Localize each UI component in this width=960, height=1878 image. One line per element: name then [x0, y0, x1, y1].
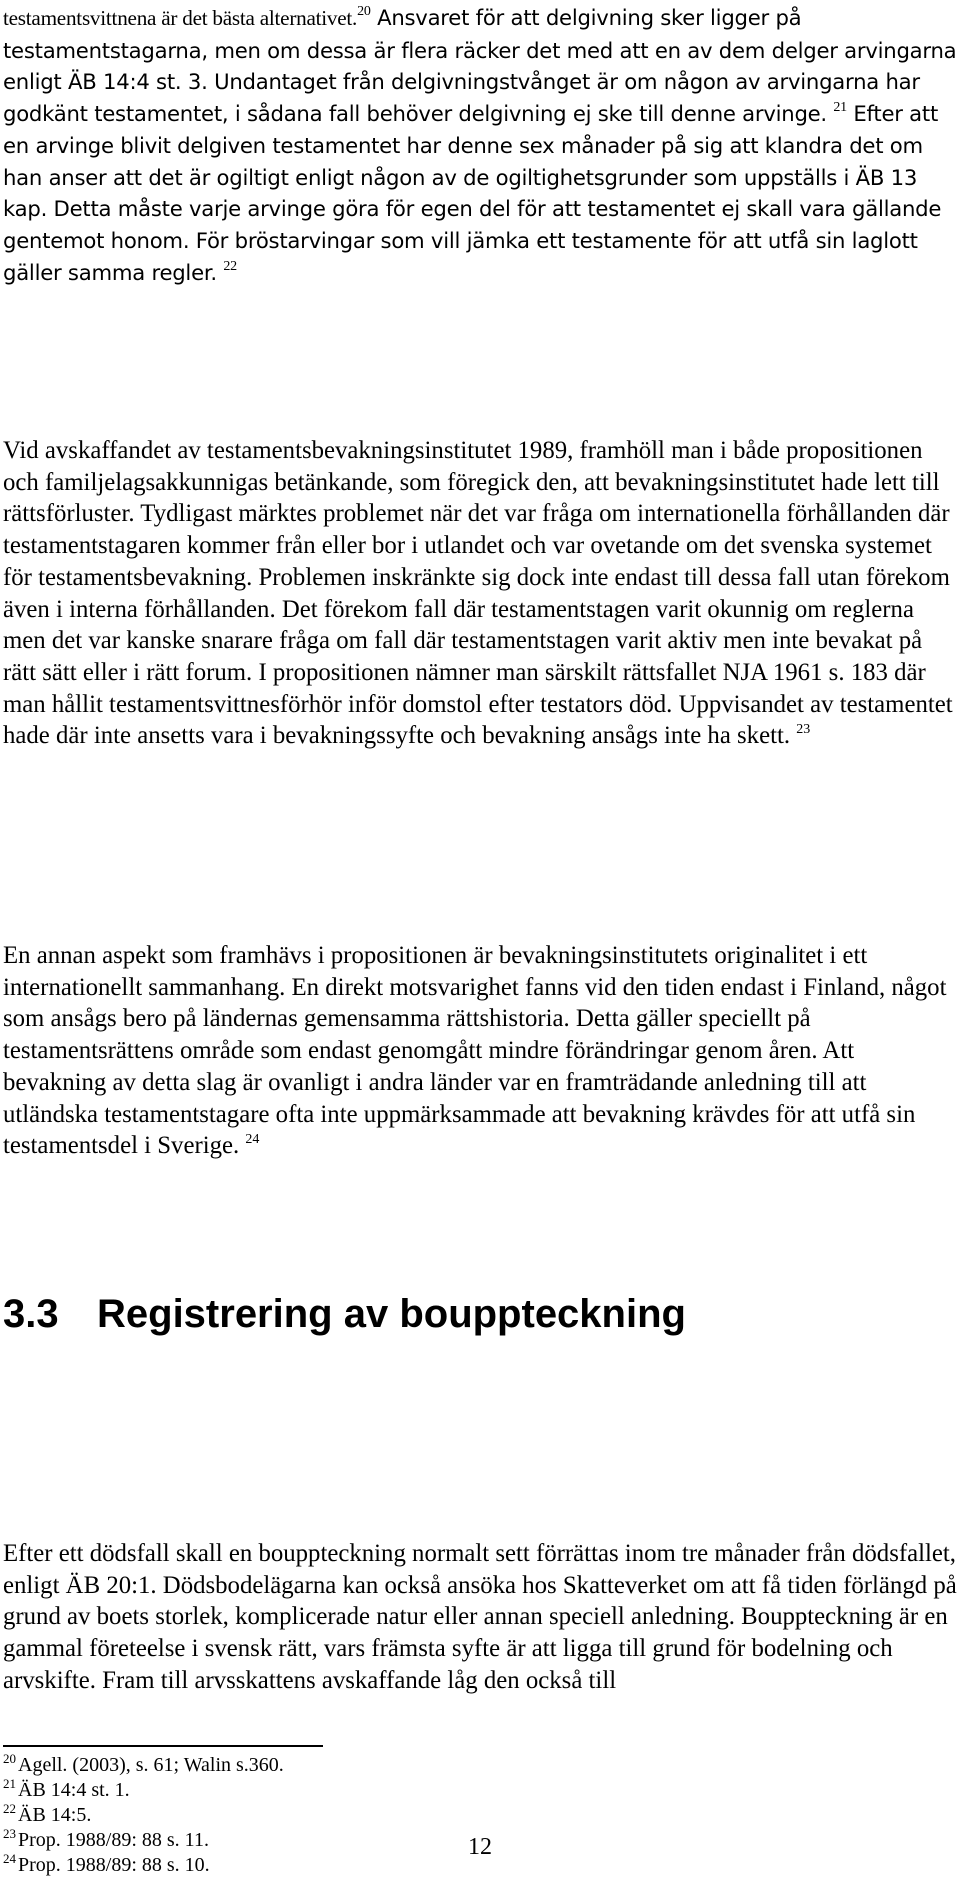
page-number: 12 [468, 1834, 492, 1860]
footnote-text: ÄB 14:4 st. 1. [18, 1779, 130, 1801]
footnote-ref-24[interactable]: 24 [245, 1132, 260, 1148]
paragraph-bouppteckning [3, 1538, 959, 1697]
footnote-text: Prop. 1988/89: 88 s. 11. [18, 1829, 209, 1851]
footnote-number: 20 [3, 1751, 16, 1766]
footnote-text: Agell. (2003), s. 61; Walin s.360. [18, 1754, 284, 1776]
paragraph-text: testamentsvittnena är det bästa alternativet. [3, 6, 358, 30]
footnote-divider [3, 1745, 323, 1747]
footnote-number: 22 [3, 1801, 16, 1816]
paragraph-originalitet [3, 940, 959, 1162]
paragraph-text: En annan aspekt som framhävs i propositionen är bevakningsinstitutets originalitet i ett internationellt sammanhang. En direkt motsvarighet fanns vid den tiden endast i Finland, något som ansågs bero på ländernas gemensamma rättshistoria. Detta gäller speciellt på testamentsrättens område som endast genomgått mindre förändringar genom åren. Att bevakning av detta slag är ovanligt i andra länder var en framträdande anledning till att utländska testamentstagare ofta inte uppmärksammade att bevakning krävdes för att utfå sin testamentsdel i Sverige. [3, 942, 947, 1160]
paragraph-delgivning [3, 2, 959, 288]
footnote-text: Prop. 1988/89: 88 s. 10. [18, 1854, 210, 1876]
footnote-ref-20[interactable]: 20 [357, 4, 371, 19]
footnote-ref-22[interactable]: 22 [223, 258, 237, 274]
paragraph-text: Ansvaret för att delgivning sker ligger på testamentstagarna, men om dessa är flera räcker det med att en av dem delger arvingarna enligt ÄB 14:4 st. 3. Undantaget från delgivningstvånget är om någon av arvingarna har godkänt testamentet, i sådana fall behöver delgivning ej ske till denne arvinge. [3, 5, 957, 127]
footnote-number: 23 [3, 1826, 16, 1841]
paragraph-text: Efter ett dödsfall skall en bouppteckning normalt sett förrättas inom tre månader från dödsfallet, enligt ÄB 20:1. Dödsbodelägarna kan också ansöka hos Skatteverket om att få tiden förlängd på grund av boets storlek, komplicerade natur eller annan speciell anledning. Bouppteckning är en gammal företeelse i svensk rätt, vars främsta syfte är att ligga till grund för bodelning och arvskifte. Fram till arvsskattens avskaffande låg den också till [3, 1540, 957, 1694]
section-title: Registrering av bouppteckning [97, 1292, 686, 1336]
section-heading [3, 1290, 686, 1338]
paragraph-text: Efter att en arvinge blivit delgiven testamentet har denne sex månader på sig att klandra det om han anser att det är ogiltigt enligt någon av de ogiltighetsgrunder som uppställs i ÄB 13 kap. Detta måste varje arvinge göra för egen del för att testamentet ej skall vara gällande gentemot honom. För bröstarvingar som vill jämka ett testamente för att utfå sin laglott gäller samma regler. [3, 101, 942, 285]
paragraph-avskaffandet [3, 435, 959, 752]
section-number: 3.3 [3, 1292, 59, 1336]
paragraph-text: Vid avskaffandet av testamentsbevakningsinstitutet 1989, framhöll man i både propositionen och familjelagsakkunnigas betänkande, som föregick den, att bevakningsinstitutet hade lett till rättsförluster. Tydligast märktes problemet när det var fråga om internationella förhållanden där testamentstagaren kommer från eller bor i utlandet och var ovetande om det svenska systemet för testamentsbevakning. Problemen inskränkte sig dock inte endast till dessa fall utan förekom även i interna förhållanden. Det förekom fall där testamentstagen varit okunnig om reglerna men det var kanske snarare fråga om fall där testamentstagen varit aktiv men inte bevakat på rätt sätt eller i rätt forum. I propositionen nämner man särskilt rättsfallet NJA 1961 s. 183 där man hållit testamentsvittnesförhör inför domstol efter testators död. Uppvisandet av testamentet hade där inte ansetts vara i bevakningssyfte och bevakning ansågs inte ha skett. [3, 437, 953, 750]
footnote-number: 21 [3, 1776, 16, 1791]
footnote-ref-21[interactable]: 21 [833, 100, 847, 116]
footnote-text: ÄB 14:5. [18, 1804, 92, 1826]
footnote-ref-23[interactable]: 23 [796, 722, 811, 738]
footnote-item [3, 1753, 903, 1778]
footnote-item [3, 1778, 903, 1803]
footnote-item [3, 1803, 903, 1828]
footnote-number: 24 [3, 1851, 16, 1866]
